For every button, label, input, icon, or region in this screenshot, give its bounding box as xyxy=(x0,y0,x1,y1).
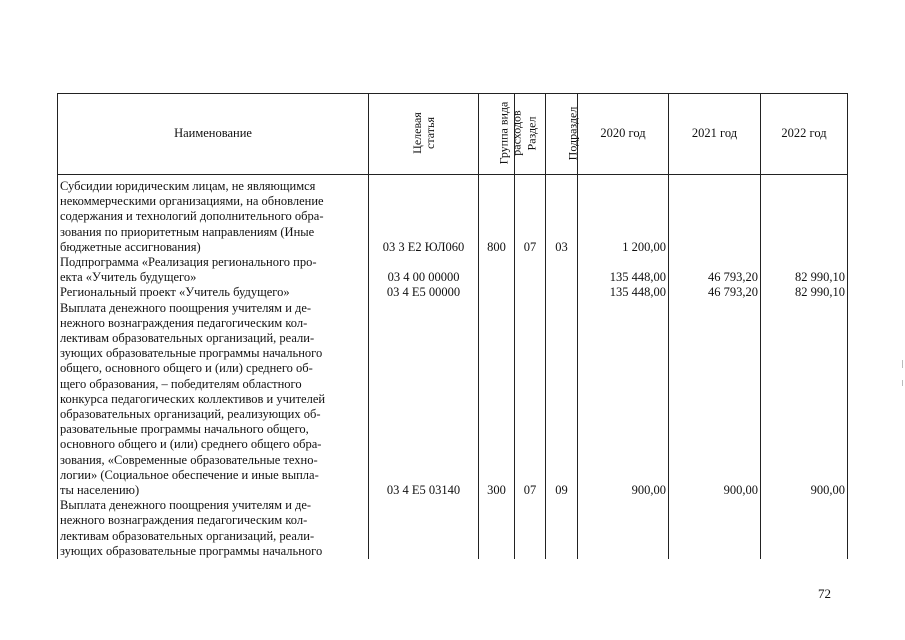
table-row xyxy=(58,255,848,285)
header-2020: 2020 год xyxy=(578,94,669,175)
target-article-cell xyxy=(369,255,479,285)
cell-value: 03 xyxy=(555,239,568,254)
amount-2021-cell xyxy=(669,498,761,559)
section-cell xyxy=(515,255,546,285)
table-row xyxy=(58,498,848,559)
name-line: лективам образовательных организаций, реали- xyxy=(60,528,315,543)
row-name-cell xyxy=(58,285,369,300)
cell-value: 900,00 xyxy=(723,483,758,498)
name-line: содержания и технологий дополнительного обра- xyxy=(60,209,324,224)
cell-value: 07 xyxy=(523,483,537,498)
target-article-cell xyxy=(369,175,479,256)
name-line: щего образования, – победителям областного xyxy=(60,376,302,391)
name-line: конкурса педагогических коллективов и учителей xyxy=(60,391,326,406)
name-line: зующих образовательные программы начального xyxy=(60,543,323,558)
target-article-cell xyxy=(369,301,479,499)
section-cell xyxy=(515,498,546,559)
cell-value: 300 xyxy=(487,483,506,498)
amount-2022-cell xyxy=(761,498,848,559)
amount-2022-cell xyxy=(761,255,848,285)
name-line: нежного вознаграждения педагогическим кол- xyxy=(60,315,308,330)
row-name-cell xyxy=(58,498,369,559)
amount-2021-cell xyxy=(669,301,761,499)
name-line: основного общего и (или) среднего общего обра- xyxy=(60,437,322,452)
amount-2021-cell xyxy=(669,285,761,300)
target-article-cell xyxy=(369,285,479,300)
header-subsection: Подраздел xyxy=(546,94,578,175)
table-body xyxy=(58,175,848,560)
name-line: некоммерческими организациями, на обновление xyxy=(60,194,324,209)
cell-value: 900,00 xyxy=(631,483,666,498)
name-line: Выплата денежного поощрения учителям и де- xyxy=(60,300,312,315)
scan-edge-mark xyxy=(902,360,903,368)
name-line: образовательных организаций, реализующих об- xyxy=(60,407,321,422)
amount-2022-cell xyxy=(761,175,848,256)
header-2022: 2022 год xyxy=(761,94,848,175)
name-line: зования по приоритетным направлениям (Иные xyxy=(60,224,315,239)
amount-2022-cell xyxy=(761,301,848,499)
scan-edge-mark xyxy=(902,380,903,386)
header-section: Раздел xyxy=(515,94,546,175)
cell-value: 46 793,20 xyxy=(708,270,758,285)
header-target-article: Целевая статья xyxy=(369,94,479,175)
section-cell xyxy=(515,285,546,300)
section-cell xyxy=(515,175,546,256)
name-line: зующих образовательные программы начального xyxy=(60,346,323,361)
name-line: общего, основного общего и (или) среднего об- xyxy=(60,361,313,376)
table-row xyxy=(58,175,848,256)
name-line: Субсидии юридическим лицам, не являющимся xyxy=(60,179,316,193)
expense-group-cell xyxy=(479,498,515,559)
name-line: Региональный проект «Учитель будущего» xyxy=(60,285,290,300)
name-line: зования, «Современные образовательные техно- xyxy=(60,452,318,467)
cell-value: 09 xyxy=(555,483,568,498)
target-article-cell xyxy=(369,498,479,559)
amount-2020-cell xyxy=(578,498,669,559)
amount-2021-cell xyxy=(669,255,761,285)
table-row xyxy=(58,301,848,499)
expense-group-cell xyxy=(479,175,515,256)
cell-value: 135 448,00 xyxy=(609,270,666,285)
cell-value: 46 793,20 xyxy=(708,285,758,300)
cell-value: 03 4 E5 03140 xyxy=(386,483,461,498)
cell-value: 900,00 xyxy=(810,483,845,498)
name-line: бюджетные ассигнования) xyxy=(60,239,201,254)
amount-2020-cell xyxy=(578,285,669,300)
cell-value: 03 4 E5 00000 xyxy=(386,285,461,300)
row-name-cell xyxy=(58,175,369,256)
amount-2020-cell xyxy=(578,255,669,285)
page-number: 72 xyxy=(818,586,831,601)
expense-group-cell xyxy=(479,285,515,300)
subsection-cell xyxy=(546,498,578,559)
subsection-cell xyxy=(546,175,578,256)
name-line: нежного вознаграждения педагогическим кол- xyxy=(60,513,308,528)
name-line: разовательные программы начального общего, xyxy=(60,422,309,437)
section-cell xyxy=(515,301,546,499)
amount-2021-cell xyxy=(669,175,761,256)
cell-value: 03 3 E2 ЮЛ060 xyxy=(382,239,465,254)
header-2021: 2021 год xyxy=(669,94,761,175)
budget-table xyxy=(57,93,848,559)
header-name: Наименование xyxy=(58,94,369,175)
cell-value: 07 xyxy=(523,239,537,254)
cell-value: 82 990,10 xyxy=(795,270,845,285)
cell-value: 800 xyxy=(487,239,506,254)
cell-value: 03 4 00 00000 xyxy=(387,270,460,285)
amount-2022-cell xyxy=(761,285,848,300)
row-name-cell xyxy=(58,301,369,499)
cell-value: 82 990,10 xyxy=(795,285,845,300)
name-line: екта «Учитель будущего» xyxy=(60,270,197,285)
name-line: логии» (Социальное обеспечение и иные выпла- xyxy=(60,467,319,482)
table-row xyxy=(58,285,848,300)
name-line: лективам образовательных организаций, реали- xyxy=(60,331,315,346)
subsection-cell xyxy=(546,255,578,285)
expense-group-cell xyxy=(479,255,515,285)
subsection-cell xyxy=(546,285,578,300)
table-header-row xyxy=(58,94,848,175)
amount-2020-cell xyxy=(578,175,669,256)
subsection-cell xyxy=(546,301,578,499)
row-name-cell xyxy=(58,255,369,285)
cell-value: 1 200,00 xyxy=(622,239,666,254)
name-line: ты населению) xyxy=(60,483,140,498)
amount-2020-cell xyxy=(578,301,669,499)
expense-group-cell xyxy=(479,301,515,499)
header-expense-group: Группа вида расходов xyxy=(479,94,515,175)
name-line: Подпрограмма «Реализация регионального про- xyxy=(60,255,317,270)
name-line: Выплата денежного поощрения учителям и де- xyxy=(60,498,312,513)
cell-value: 135 448,00 xyxy=(609,285,666,300)
